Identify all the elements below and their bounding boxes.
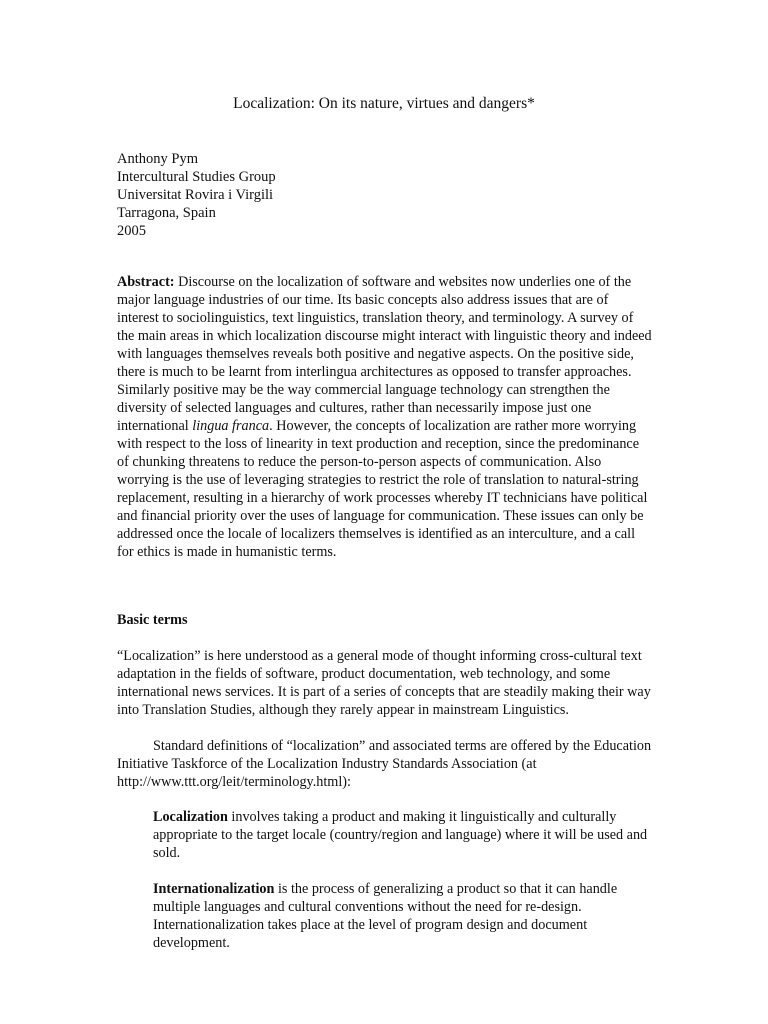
definition-text-localization: involves taking a product and making it linguistically and culturally appropriate to the target locale (country/region and language) where it will be used and sold. [153,809,648,861]
definition-localization [153,808,653,862]
author-location: Tarragona, Spain [117,205,216,221]
abstract-paragraph [117,273,653,561]
section-heading: Basic terms [117,612,188,628]
author-name: Anthony Pym [117,151,198,167]
definition-internationalization [153,880,653,952]
abstract-text-part1: Discourse on the localization of software and websites now underlies one of the major language industries of our time. Its basic concepts also address issues that are of interest to sociolinguistics, text linguistics, translation theory, and terminology. A survey of the main areas in which localization discourse might interact with linguistic theory and indeed with languages themselves reveals both positive and negative aspects. On the positive side, there is much to be learnt from interlingua architectures as opposed to transfer approaches. Similarly positive may be the way commercial language technology can strengthen the diversity of selected languages and cultures, rather than necessarily impose just one international [117,274,652,434]
definition-term-internationalization: Internationalization [153,881,275,897]
body-paragraph-2: Standard definitions of “localization” and associated terms are offered by the Education Initiative Taskforce of the Localization Industry Standards Association (at http://www.ttt.org/leit/terminology.html): [117,738,652,790]
body-paragraph-1: “Localization” is here understood as a general mode of thought informing cross-cultural text adaptation in the fields of software, product documentation, web technology, and some international news services. It is part of a series of concepts that are steadily making their way into Translation Studies, although they rarely appear in mainstream Linguistics. [117,648,651,718]
author-university: Universitat Rovira i Virgili [117,187,274,203]
paper-title: Localization: On its nature, virtues and dangers* [233,95,535,112]
abstract-italic-term: lingua franca [192,418,270,434]
definition-term-localization: Localization [153,809,228,825]
abstract-label: Abstract: [117,274,175,290]
author-block [117,150,276,240]
definition-text-internationalization: is the process of generalizing a product so that it can handle multiple languages and cultural conventions without the need for re-design. Internationalization takes place at the level of program design and document development. [153,881,618,951]
author-group: Intercultural Studies Group [117,169,276,185]
publication-year: 2005 [117,223,146,239]
abstract-text-part2: . However, the concepts of localization are rather more worrying with respect to the loss of linearity in text production and reception, since the predominance of chunking threatens to reduce the person-to-person aspects of communication. Also worrying is the use of leveraging strategies to restrict the role of translation to natural-string replacement, resulting in a hierarchy of work processes whereby IT technicians have political and financial priority over the uses of language for communication. These issues can only be addressed once the locale of localizers themselves is identified as an interculture, and a call for ethics is made in humanistic terms. [117,418,648,560]
